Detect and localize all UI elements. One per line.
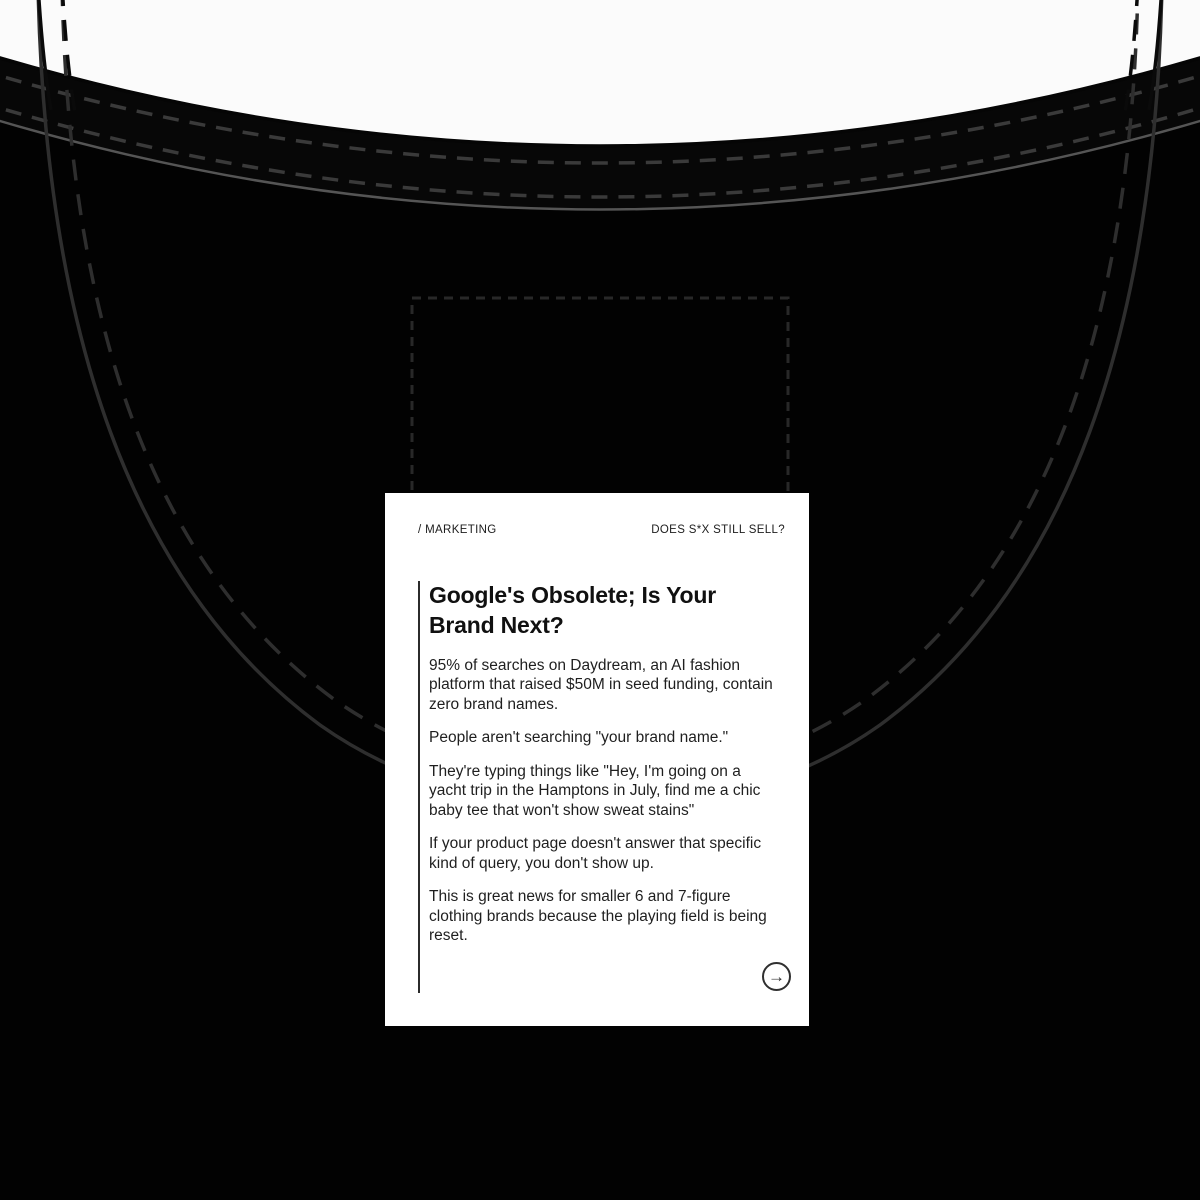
paragraph-3: They're typing things like "Hey, I'm going on a yacht trip in the Hamptons in July, find me a chic baby tee that won't show sweat stains" bbox=[429, 762, 761, 819]
paragraph-1: 95% of searches on Daydream, an AI fashion platform that raised $50M in seed funding, contain zero brand names. bbox=[429, 656, 773, 713]
paragraph-5: This is great news for smaller 6 and 7-figure clothing brands because the playing field is being reset. bbox=[429, 888, 767, 945]
arrow-right-icon: → bbox=[768, 967, 785, 986]
category-label: / MARKETING bbox=[418, 524, 497, 536]
headline: Google's Obsolete; Is Your Brand Next? bbox=[429, 582, 716, 638]
card-header bbox=[418, 524, 785, 536]
card-body bbox=[418, 581, 793, 993]
content-card bbox=[385, 493, 809, 1026]
next-button[interactable] bbox=[762, 962, 791, 991]
paragraph-4: If your product page doesn't answer that specific kind of query, you don't show up. bbox=[429, 835, 762, 872]
paragraph-2: People aren't searching "your brand name." bbox=[429, 729, 729, 747]
series-title-label: DOES S*X STILL SELL? bbox=[651, 524, 785, 536]
